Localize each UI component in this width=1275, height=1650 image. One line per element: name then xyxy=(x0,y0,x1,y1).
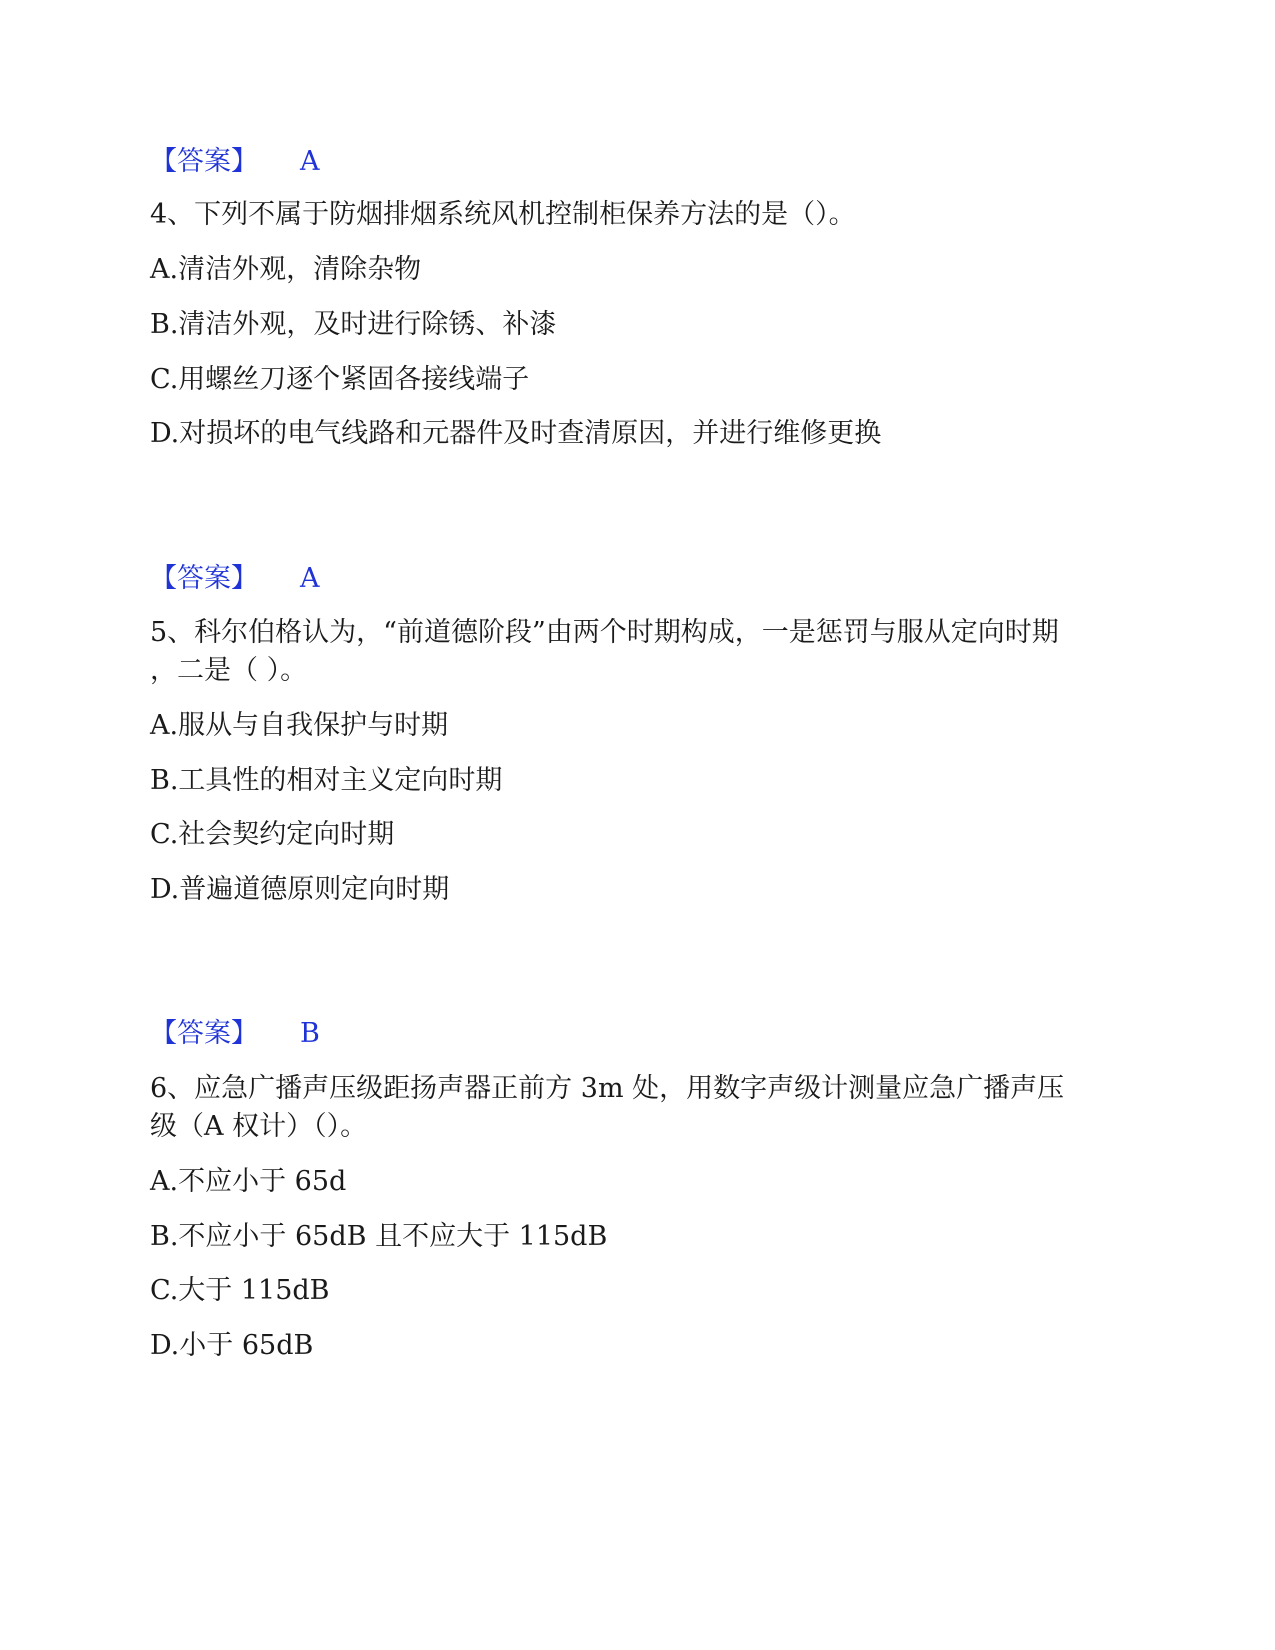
answer-label: 【答案】 xyxy=(150,563,258,594)
question-6-option-d: D.小于 65dB xyxy=(150,1330,314,1361)
answer-value: A xyxy=(300,563,320,594)
question-4-option-b: B.清洁外观，及时进行除锈、补漆 xyxy=(150,309,557,340)
question-5-stem-line-2: ，二是（ ）。 xyxy=(150,655,308,686)
question-6-option-c: C.大于 115dB xyxy=(150,1275,330,1306)
answer-line-q4 xyxy=(150,563,320,595)
question-4-stem: 4、下列不属于防烟排烟系统风机控制柜保养方法的是（）。 xyxy=(150,199,856,230)
question-5-option-a: A.服从与自我保护与时期 xyxy=(150,710,449,741)
question-5-stem-line-1: 5、科尔伯格认为，“前道德阶段”由两个时期构成，一是惩罚与服从定向时期 xyxy=(150,617,1059,648)
question-5-option-c: C.社会契约定向时期 xyxy=(150,819,395,850)
answer-label: 【答案】 xyxy=(150,1018,258,1049)
question-6-option-b: B.不应小于 65dB 且不应大于 115dB xyxy=(150,1221,608,1252)
answer-line-q3 xyxy=(150,146,320,178)
question-6-option-a: A.不应小于 65d xyxy=(150,1166,347,1197)
answer-label: 【答案】 xyxy=(150,146,258,177)
question-4-option-c: C.用螺丝刀逐个紧固各接线端子 xyxy=(150,364,530,395)
question-6-stem-line-1: 6、应急广播声压级距扬声器正前方 3m 处，用数字声级计测量应急广播声压 xyxy=(150,1073,1065,1104)
answer-value: B xyxy=(300,1018,320,1049)
question-6-stem-line-2: 级（A 权计）（）。 xyxy=(150,1111,368,1142)
answer-line-q5 xyxy=(150,1018,320,1050)
question-4-option-d: D.对损坏的电气线路和元器件及时查清原因，并进行维修更换 xyxy=(150,418,882,449)
question-4-option-a: A.清洁外观，清除杂物 xyxy=(150,254,422,285)
question-5-option-b: B.工具性的相对主义定向时期 xyxy=(150,765,503,796)
question-5-option-d: D.普遍道德原则定向时期 xyxy=(150,874,450,905)
answer-value: A xyxy=(300,146,320,177)
